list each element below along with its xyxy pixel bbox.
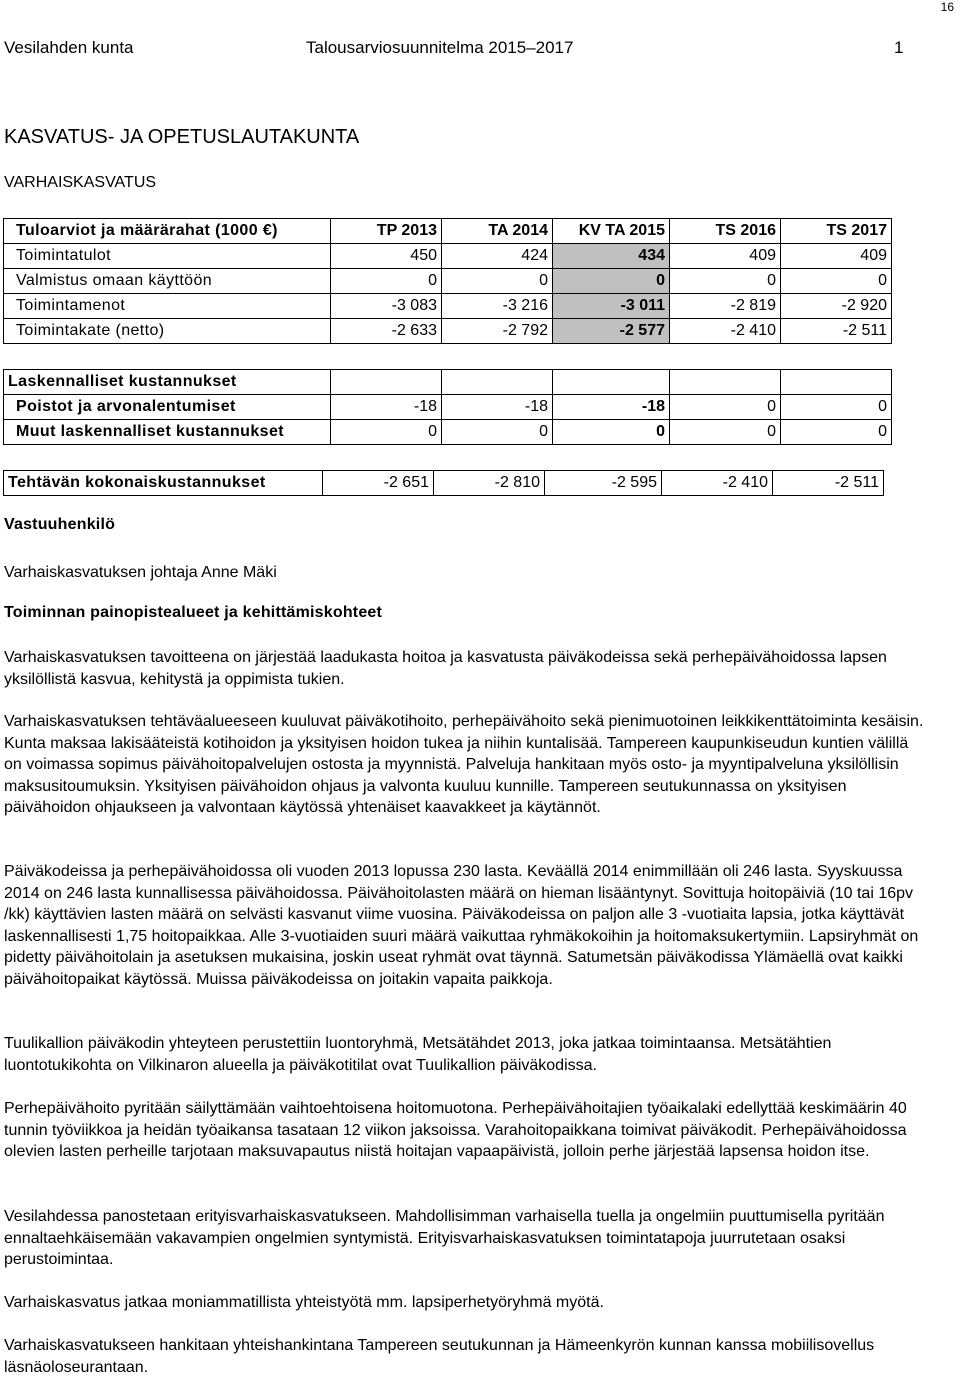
- total-costs-table: [3, 470, 884, 496]
- calculated-costs-table: [3, 369, 892, 445]
- cell: -2 410: [662, 471, 773, 496]
- responsible-text: Varhaiskasvatuksen johtaja Anne Mäki: [4, 564, 277, 581]
- header-org: Vesilahden kunta: [4, 38, 134, 57]
- cell: 424: [442, 244, 553, 269]
- focus-heading: Toiminnan painopistealueet ja kehittämiskohteet: [4, 604, 383, 621]
- cell: 0: [553, 269, 670, 294]
- cell: -2 595: [545, 471, 662, 496]
- cell: 0: [442, 269, 553, 294]
- paragraph: Tuulikallion päiväkodin yhteyteen perustettiin luontoryhmä, Metsätähdet 2013, joka jatkaa toimintaansa. Metsätähtien luontotukikohta on Vilkinaron alueella ja päiväkotitilat ovat Tuulikallion päiväkodissa.: [4, 1035, 832, 1074]
- cell: 434: [553, 244, 670, 269]
- paragraph: Varhaiskasvatus jatkaa moniammatillista yhteistyötä mm. lapsiperhetyöryhmä myötä.: [4, 1294, 604, 1311]
- cell: 0: [442, 420, 553, 445]
- cell: 0: [670, 395, 781, 420]
- row-label: Muut laskennalliset kustannukset: [4, 420, 331, 445]
- cell: -2 819: [670, 294, 781, 319]
- paragraph: Varhaiskasvatuksen tehtäväalueeseen kuuluvat päiväkotihoito, perhepäivähoito sekä pienimuotoinen leikkikenttätoiminta kesäisin. Kunta maksaa lakisääteistä kotihoidon ja yksityisen hoidon tukea ja niihin kuntalisää. Tampereen kaupunkiseudun kuntien välillä on voimassa sopimus päivähoitopalvelujen ostosta ja myynnistä. Palveluja hankitaan myös osto- ja myyntipalveluna yksilöllisin maksusitoumuksin. Yksityisen päivähoidon ohjaus ja valvonta kuuluu kunnille. Tampereen seutukunnassa on yksityisen päivähoidon ohjaukseen ja valvontaan käytössä yhtenäiset kaavakkeet ja käytännöt.: [4, 713, 924, 817]
- table-row: [4, 395, 892, 420]
- cell: 0: [781, 269, 892, 294]
- cell: -18: [553, 395, 670, 420]
- header-doc: Talousarviosuunnitelma 2015–2017: [306, 38, 574, 57]
- table-row: [4, 420, 892, 445]
- page-title: KASVATUS- JA OPETUSLAUTAKUNTA: [4, 126, 360, 148]
- cell: -3 216: [442, 294, 553, 319]
- cell: -2 810: [434, 471, 545, 496]
- table-row: [4, 244, 892, 269]
- page-subtitle: VARHAISKASVATUS: [4, 174, 157, 191]
- section-heading-cell: Laskennalliset kustannukset: [4, 370, 331, 395]
- cell: -2 410: [670, 319, 781, 344]
- header-cell: TS 2017: [781, 219, 892, 244]
- header-cell: Tuloarviot ja määrärahat (1000 €): [4, 219, 331, 244]
- paragraph: Varhaiskasvatukseen hankitaan yhteishankintana Tampereen seutukunnan ja Hämeenkyrön kunnan kanssa mobiilisovellus läsnäoloseurantaan.: [4, 1337, 875, 1376]
- cell: 0: [553, 420, 670, 445]
- cell: 409: [670, 244, 781, 269]
- paragraph: Vesilahdessa panostetaan erityisvarhaiskasvatukseen. Mahdollisimman varhaisella tuella ja ongelmiin puuttumisella pyritään ennaltaehkäisemään vakavampien ongelmien syntymistä. Erityisvarhaiskasvatuksen toimintatapoja juurrutetaan osaksi perustoimintaa.: [4, 1208, 885, 1269]
- cell: 0: [670, 269, 781, 294]
- cell: -2 651: [323, 471, 434, 496]
- paragraph: Päiväkodeissa ja perhepäivähoidossa oli vuoden 2013 lopussa 230 lasta. Keväällä 2014 enimmillään oli 246 lasta. Syyskuussa 2014 on 246 lasta kunnallisessa päivähoidossa. Päivähoitolasten määrä on hieman lisääntynyt. Sovittuja hoitopäiviä (10 tai 16pv /kk) käyttävien lasten määrä on selvästi kasvanut viime vuosina. Päiväkodeissa on paljon alle 3 -vuotiaita lapsia, jotka käyttävät laskennallisesti 1,75 hoitopaikkaa. Alle 3-vuotiaiden suuri määrä vaikuttaa ryhmäkokoihin ja hoitomaksukertymiin. Lapsiryhmät on pidetty päivähoitolain ja asetuksen mukaisina, joskin useat ryhmät ovat täynnä. Satumetsän päiväkodissa Ylämäellä ovat kaikki päivähoitopaikat käytössä. Muissa päiväkodeissa on joitakin vapaita paikkoja.: [4, 863, 919, 988]
- header-cell: KV TA 2015: [553, 219, 670, 244]
- cell: -3 011: [553, 294, 670, 319]
- row-label: Toimintamenot: [4, 294, 331, 319]
- table-row: [4, 294, 892, 319]
- paragraph: Varhaiskasvatuksen tavoitteena on järjestää laadukasta hoitoa ja kasvatusta päiväkodeissa sekä perhepäivähoidossa lapsen yksilöllistä kasvua, kehitystä ja oppimista tukien.: [4, 649, 887, 688]
- cell: 0: [670, 420, 781, 445]
- page-number: 16: [940, 0, 954, 14]
- cell: -2 511: [781, 319, 892, 344]
- header-cell: TS 2016: [670, 219, 781, 244]
- row-label: Valmistus omaan käyttöön: [4, 269, 331, 294]
- cell: 0: [331, 420, 442, 445]
- cell: -2 792: [442, 319, 553, 344]
- row-label: Tehtävän kokonaiskustannukset: [4, 471, 323, 496]
- cell: 0: [781, 395, 892, 420]
- table-row: [4, 319, 892, 344]
- cell: -2 920: [781, 294, 892, 319]
- header-cell: TP 2013: [331, 219, 442, 244]
- budget-table: [3, 218, 892, 344]
- table-header-row: [4, 219, 892, 244]
- cell: -3 083: [331, 294, 442, 319]
- cell: 409: [781, 244, 892, 269]
- responsible-heading: Vastuuhenkilö: [4, 516, 116, 533]
- header-cell: TA 2014: [442, 219, 553, 244]
- table-row: [4, 471, 884, 496]
- cell: -18: [331, 395, 442, 420]
- cell: -2 633: [331, 319, 442, 344]
- row-label: Poistot ja arvonalentumiset: [4, 395, 331, 420]
- cell: -2 577: [553, 319, 670, 344]
- cell: -2 511: [773, 471, 884, 496]
- cell: 0: [781, 420, 892, 445]
- cell: 450: [331, 244, 442, 269]
- header-num: 1: [894, 38, 904, 57]
- cell: 0: [331, 269, 442, 294]
- row-label: Toimintakate (netto): [4, 319, 331, 344]
- cell: -18: [442, 395, 553, 420]
- paragraph: Perhepäivähoito pyritään säilyttämään vaihtoehtoisena hoitomuotona. Perhepäivähoitajien työaikalaki edellyttää keskimäärin 40 tunnin työviikkoa ja heidän työaikansa tasataan 12 viikon jaksoissa. Varahoitopaikkana toimivat päiväkodit. Perhepäivähoidossa olevien lasten perheille tarjotaan maksuvapautus niistä hoitajan vapaapäivistä, jolloin perhe järjestää lapsensa hoidon itse.: [4, 1100, 907, 1161]
- table-header-row: [4, 370, 892, 395]
- row-label: Toimintatulot: [4, 244, 331, 269]
- table-row: [4, 269, 892, 294]
